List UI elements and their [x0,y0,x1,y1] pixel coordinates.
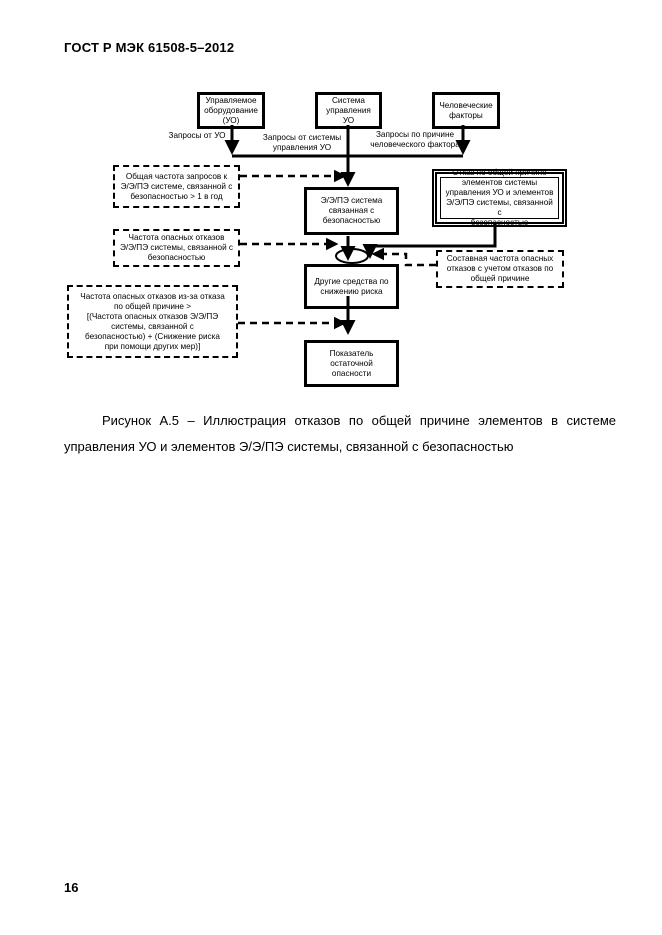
sis-box: Э/Э/ПЭ система связанная с безопасностью [304,187,399,235]
demand-rate-box: Общая частота запросов к Э/Э/ПЭ системе, связанной с безопасностью > 1 в год [113,165,240,208]
dangerous-failure-rate-box: Частота опасных отказов Э/Э/ПЭ системы, связанной с безопасностью [113,229,240,267]
caption-line-2: управления УО и элементов Э/Э/ПЭ системы, связанной с безопасностью [64,439,514,454]
ccf-formula-box: Частота опасных отказов из-за отказа по общей причине > [(Частота опасных отказов Э/Э/ПЭ системы, связанной с безопасностью) + (Снижение риска при помощи других мер)] [67,285,238,358]
sum-ellipse [336,249,368,263]
residual-risk-box: Показатель остаточной опасности [304,340,399,387]
figure-caption [64,408,616,460]
control-system-box: Система управления УО [315,92,382,129]
page-number: 16 [64,880,79,895]
managed-equipment-box: Управляемое оборудование (УО) [197,92,265,129]
other-means-box: Другие средства по снижению риска [304,264,399,309]
label-demands-from-eq: Запросы от УО [168,131,226,140]
label-demands-from-cs: Запросы от системы управления УО [262,133,342,152]
document-header: ГОСТ Р МЭК 61508-5–2012 [64,40,235,55]
ccf-elements-box: Отказ по общей причине элементов системы управления УО и элементов Э/Э/ПЭ системы, связанной с безопасностью [432,169,567,227]
ccf-component-box: Составная частота опасных отказов с учетом отказов по общей причине [436,250,564,288]
human-factors-box: Человеческие факторы [432,92,500,129]
caption-line-1: Рисунок А.5 – Иллюстрация отказов по общей причине элементов в системе [102,413,616,428]
label-demands-from-human: Запросы по причине человеческого фактора [370,130,460,149]
